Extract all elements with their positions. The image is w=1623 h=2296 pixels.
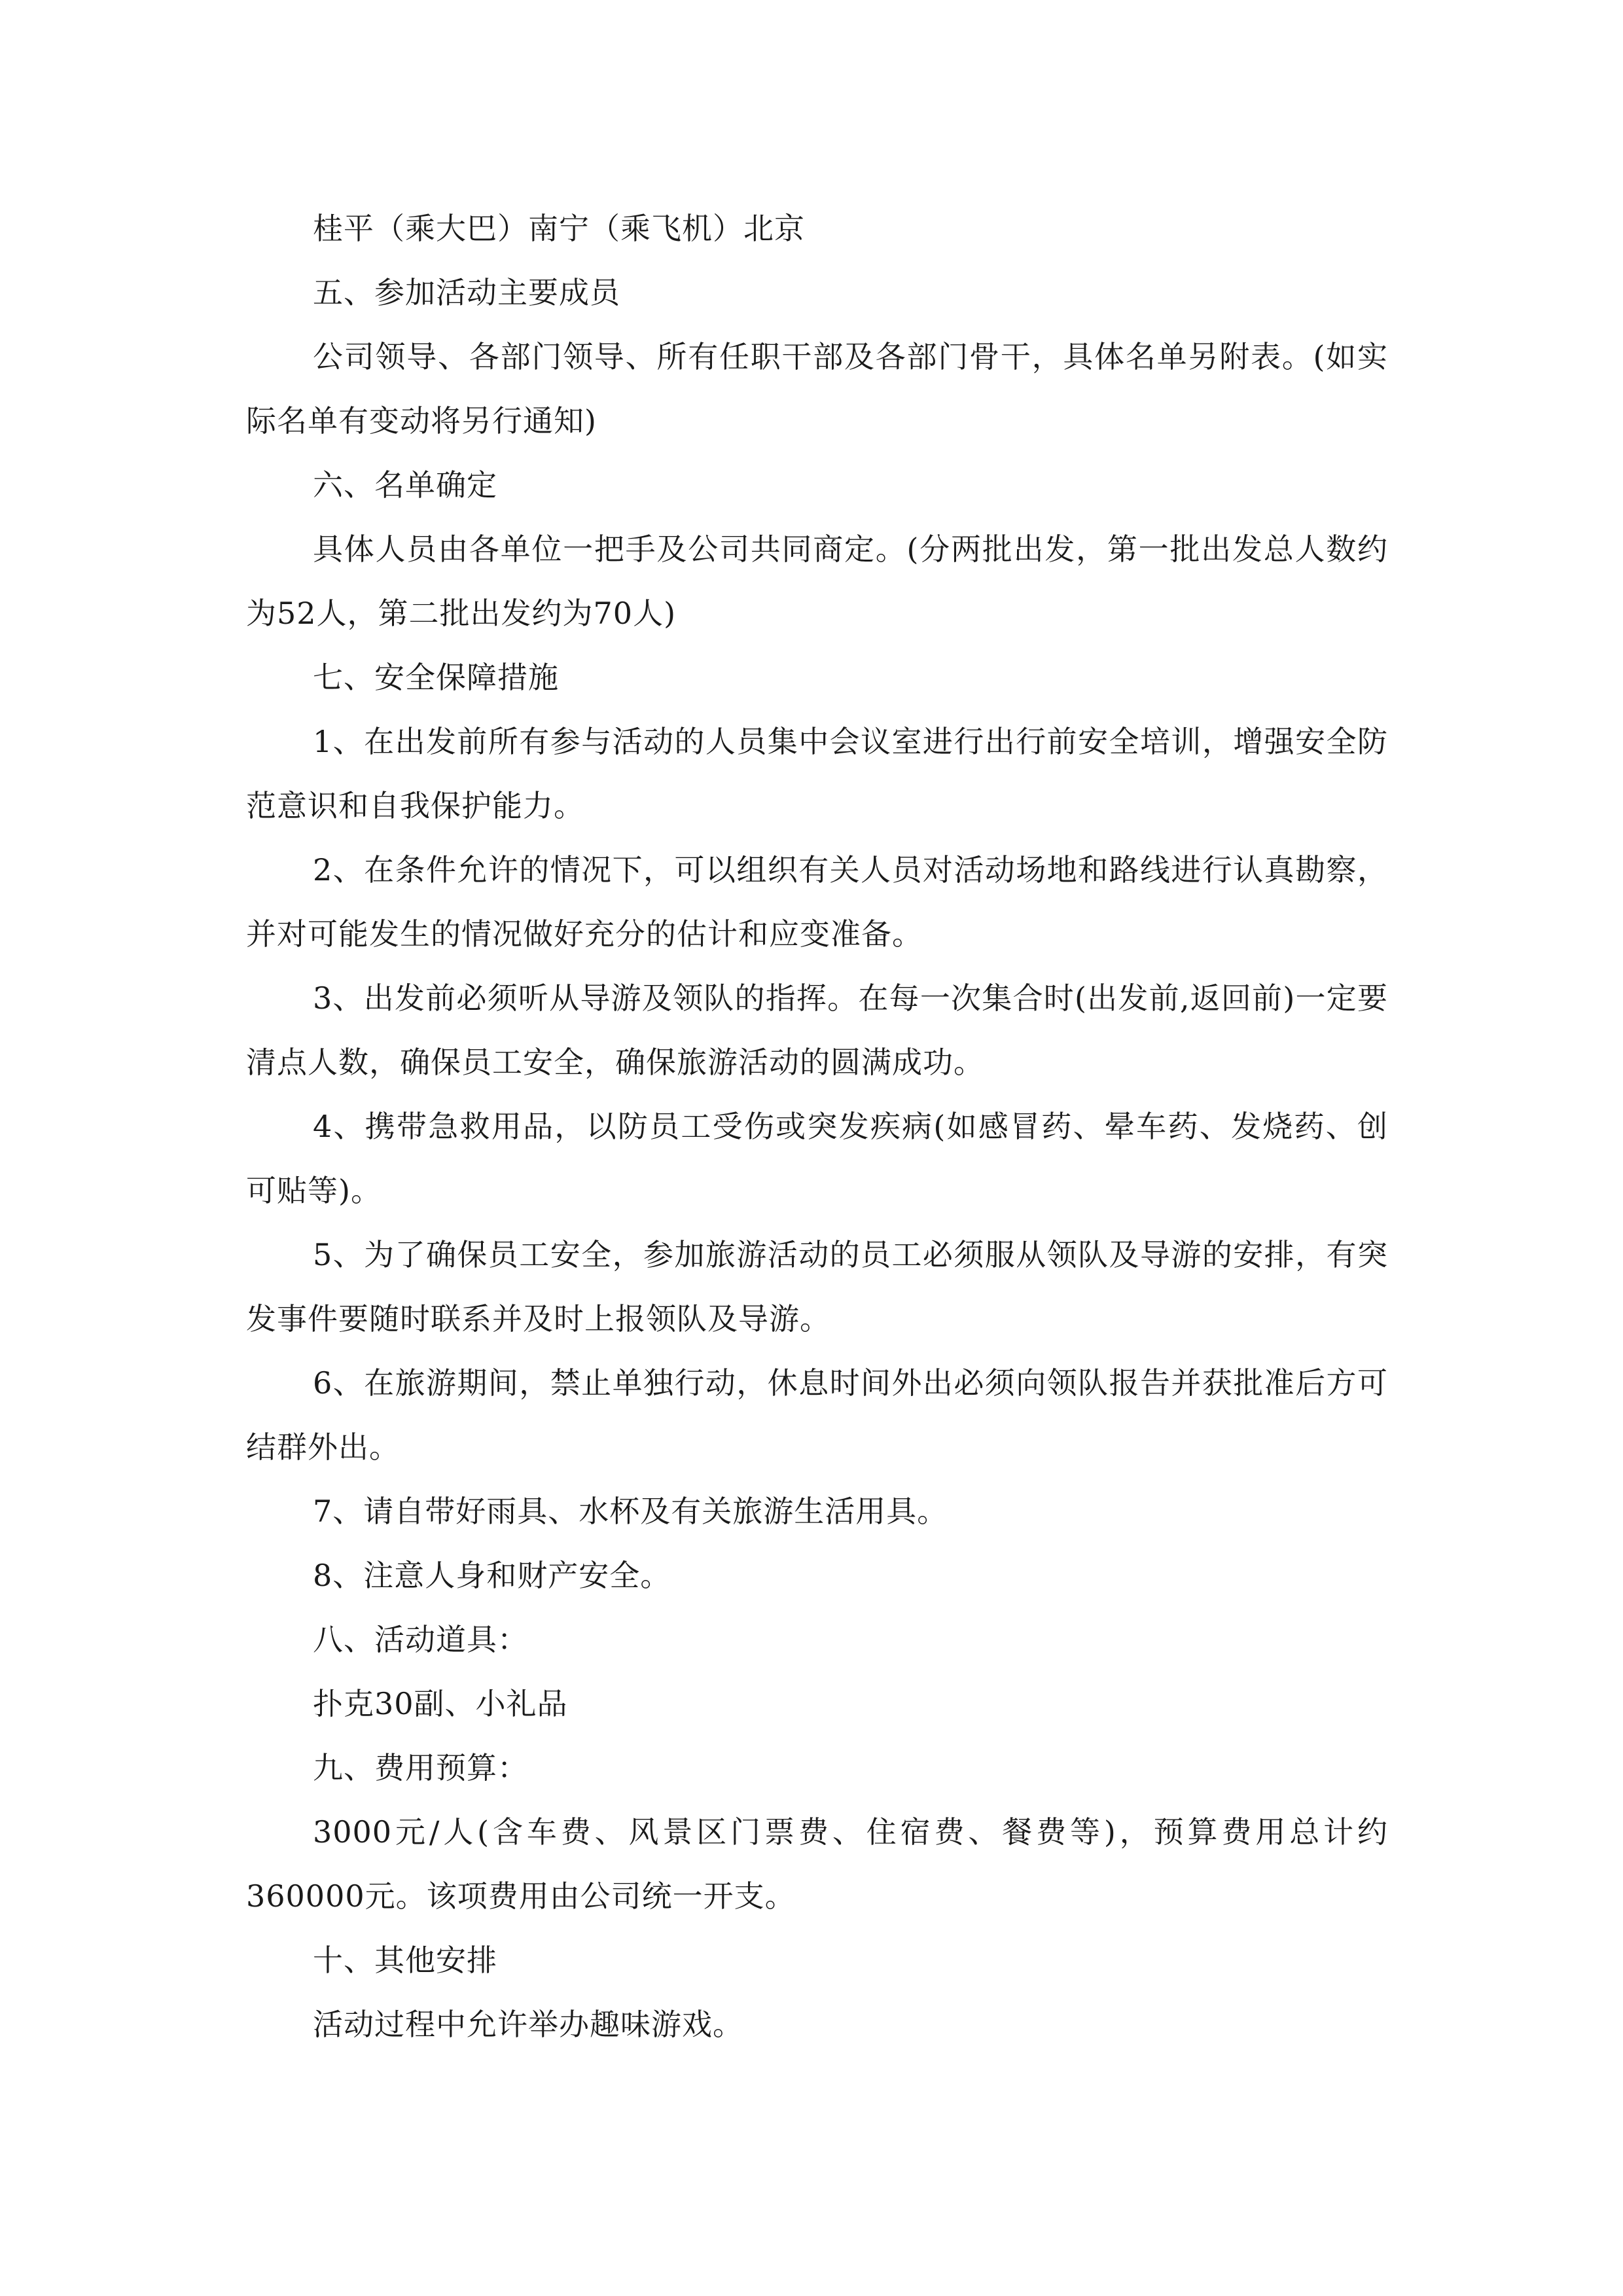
- document-page: [246, 196, 1388, 2056]
- safety-item-2: 2、在条件允许的情况下，可以组织有关人员对活动场地和路线进行认真勘察，并对可能发生的情况做好充分的估计和应变准备。: [246, 852, 1388, 952]
- section-10-body: 活动过程中允许举办趣味游戏。: [313, 2007, 743, 2042]
- safety-item-1: 1、在出发前所有参与活动的人员集中会议室进行出行前安全培训，增强安全防范意识和自我保护能力。: [246, 724, 1388, 823]
- safety-item-5: 5、为了确保员工安全，参加旅游活动的员工必须服从领队及导游的安排，有突发事件要随时联系并及时上报领队及导游。: [246, 1237, 1388, 1336]
- section-9-body: 3000元/人(含车费、风景区门票费、住宿费、餐费等)，预算费用总计约360000元。该项费用由公司统一开支。: [246, 1814, 1388, 1914]
- section-8-title: 八、活动道具：: [313, 1622, 528, 1657]
- section-5-title: 五、参加活动主要成员: [313, 275, 620, 310]
- section-6-body: 具体人员由各单位一把手及公司共同商定。(分两批出发，第一批出发总人数约为52人，第二批出发约为70人): [246, 531, 1388, 631]
- safety-item-8: 8、注意人身和财产安全。: [313, 1558, 671, 1593]
- section-7-title: 七、安全保障措施: [313, 660, 559, 695]
- section-9-title: 九、费用预算：: [313, 1750, 528, 1785]
- section-10-title: 十、其他安排: [313, 1943, 497, 1978]
- section-5-body: 公司领导、各部门领导、所有任职干部及各部门骨干，具体名单另附表。(如实际名单有变动将另行通知): [246, 339, 1388, 439]
- route-line: 桂平（乘大巴）南宁（乘飞机）北京: [313, 211, 805, 246]
- safety-item-3: 3、出发前必须听从导游及领队的指挥。在每一次集合时(出发前,返回前)一定要清点人数，确保员工安全，确保旅游活动的圆满成功。: [246, 980, 1388, 1080]
- safety-item-7: 7、请自带好雨具、水杯及有关旅游生活用具。: [313, 1494, 948, 1529]
- safety-item-6: 6、在旅游期间，禁止单独行动，休息时间外出必须向领队报告并获批准后方可结群外出。: [246, 1365, 1388, 1465]
- section-8-body: 扑克30副、小礼品: [313, 1686, 568, 1721]
- section-6-title: 六、名单确定: [313, 467, 497, 503]
- safety-item-4: 4、携带急救用品，以防员工受伤或突发疾病(如感冒药、晕车药、发烧药、创可贴等)。: [246, 1109, 1388, 1208]
